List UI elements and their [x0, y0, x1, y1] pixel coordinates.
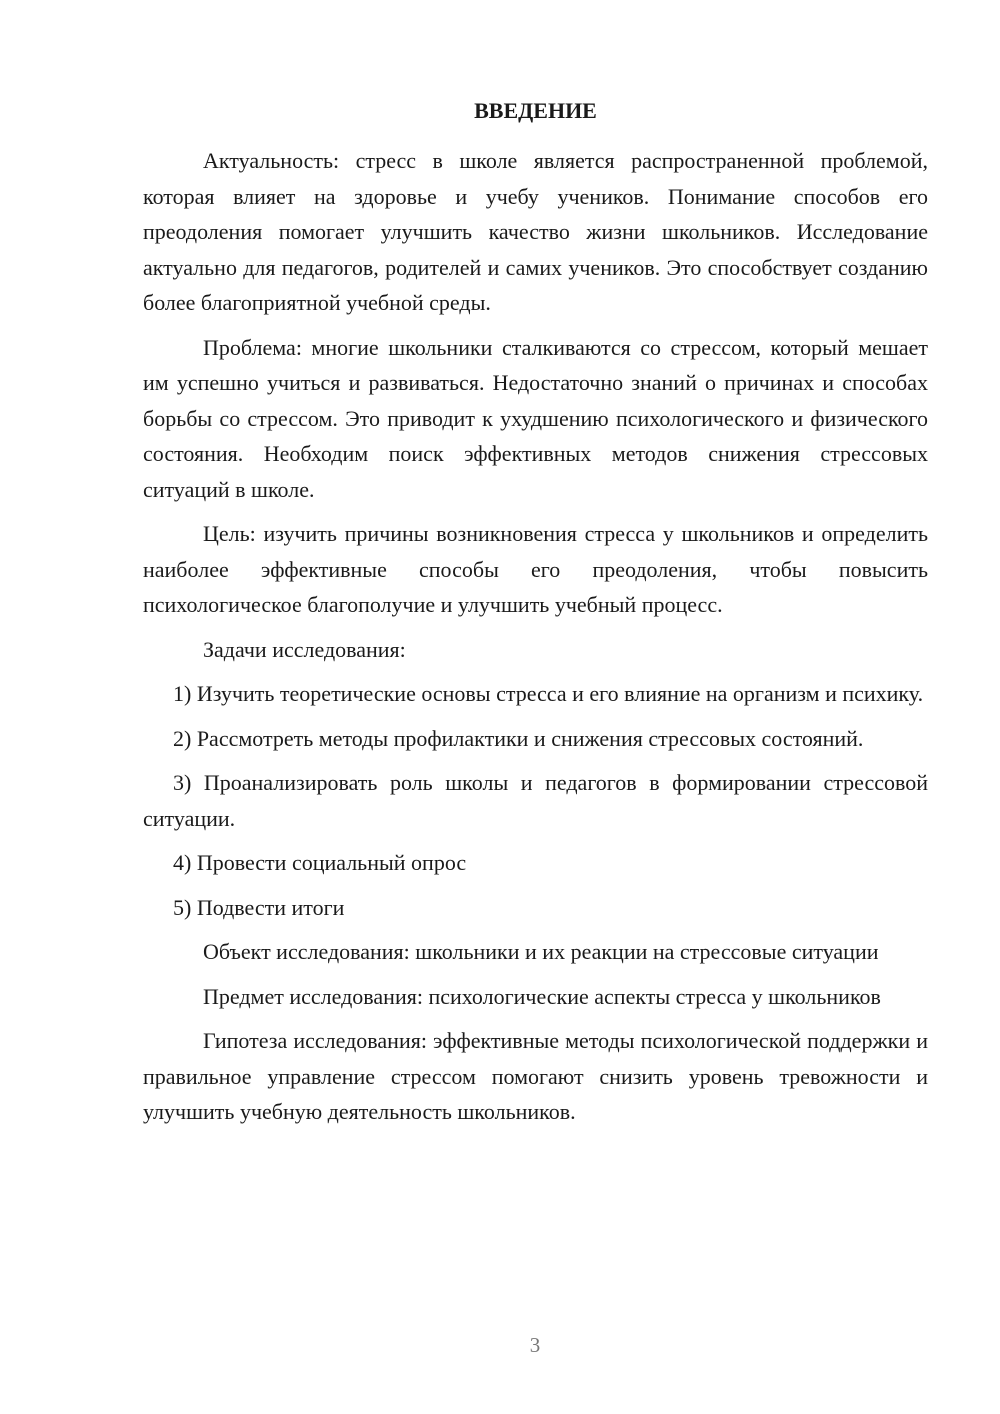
- goal-paragraph: Цель: изучить причины возникновения стресса у школьников и определить наиболее эффективные способы его преодоления, чтобы повысить психологическое благополучие и улучшить учебный процесс.: [143, 521, 928, 617]
- list-item: 3) Проанализировать роль школы и педагогов в формировании стрессовой ситуации.: [143, 770, 928, 831]
- list-item: 1) Изучить теоретические основы стресса и его влияние на организм и психику.: [173, 681, 924, 706]
- tasks-title: Задачи исследования:: [203, 636, 406, 662]
- list-item: 4) Провести социальный опрос: [173, 850, 467, 875]
- document-page: [143, 95, 928, 1139]
- page-number: 3: [529, 1333, 541, 1357]
- page-title: ВВЕДЕНИЕ: [474, 98, 597, 123]
- object-paragraph: Объект исследования: школьники и их реакции на стрессовые ситуации: [203, 939, 879, 964]
- hypothesis-paragraph: Гипотеза исследования: эффективные методы психологической поддержки и правильное управление стрессом помогают снизить уровень тревожности и улучшить учебную деятельность школьников.: [143, 1028, 928, 1124]
- subject-paragraph: Предмет исследования: психологические аспекты стресса у школьников: [203, 983, 881, 1009]
- problem-paragraph: Проблема: многие школьники сталкиваются со стрессом, который мешает им успешно учиться и развиваться. Недостаточно знаний о причинах и способах борьбы со стрессом. Это приводит к ухудшению психологического и физического состояния. Необходим поиск эффективных методов снижения стрессовых ситуаций в школе.: [143, 334, 928, 502]
- list-item: 5) Подвести итоги: [173, 894, 345, 920]
- relevance-paragraph: Актуальность: стресс в школе является распространенной проблемой, которая влияет на здоровье и учебу учеников. Понимание способов его преодоления помогает улучшить качество жизни школьников. Исследование актуально для педагогов, родителей и самих учеников. Это способствует созданию более благоприятной учебной среды.: [143, 148, 928, 315]
- list-item: 2) Рассмотреть методы профилактики и снижения стрессовых состояний.: [173, 725, 864, 751]
- tasks-list: [143, 676, 928, 925]
